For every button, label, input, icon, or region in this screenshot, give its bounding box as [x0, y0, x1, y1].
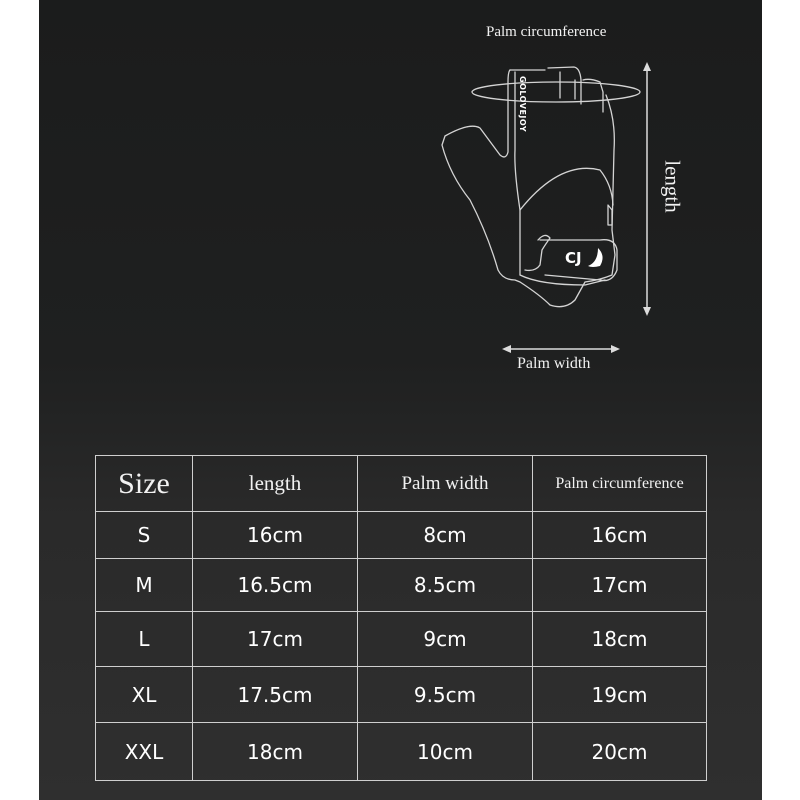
- table-header-row: [96, 456, 707, 512]
- table-row: [96, 723, 707, 781]
- size-cell: S: [96, 512, 193, 559]
- palm-width-cell: 8.5cm: [358, 559, 533, 612]
- length-cell: 17cm: [193, 612, 358, 667]
- palm-circumference-cell: 20cm: [533, 723, 707, 781]
- length-label: length: [660, 160, 685, 213]
- palm-circumference-cell: 18cm: [533, 612, 707, 667]
- palm-circumference-label: Palm circumference: [486, 24, 607, 40]
- circumference-ellipse: [472, 82, 640, 102]
- logo-swoosh-icon: [588, 248, 603, 267]
- palm-width-cell: 9cm: [358, 612, 533, 667]
- table-row: [96, 512, 707, 559]
- length-cell: 18cm: [193, 723, 358, 781]
- palm-width-cell: 8cm: [358, 512, 533, 559]
- size-table: [95, 455, 707, 781]
- length-cell: 16cm: [193, 512, 358, 559]
- header-palm-width: Palm width: [358, 456, 533, 512]
- table-row: [96, 667, 707, 723]
- palm-circumference-cell: 17cm: [533, 559, 707, 612]
- header-palm-circumference: Palm circumference: [533, 456, 707, 512]
- palm-circumference-cell: 16cm: [533, 512, 707, 559]
- palm-width-arrow-icon: [502, 345, 620, 353]
- palm-circumference-cell: 19cm: [533, 667, 707, 723]
- size-cell: L: [96, 612, 193, 667]
- header-size: Size: [96, 456, 193, 512]
- palm-width-cell: 9.5cm: [358, 667, 533, 723]
- brand-text: GOLOVEJOY: [518, 76, 527, 133]
- size-cell: XL: [96, 667, 193, 723]
- palm-width-cell: 10cm: [358, 723, 533, 781]
- palm-width-label: Palm width: [517, 355, 591, 372]
- length-arrow-icon: [643, 62, 651, 316]
- size-cell: M: [96, 559, 193, 612]
- size-cell: XXL: [96, 723, 193, 781]
- header-length: length: [193, 456, 358, 512]
- logo-text: CJ: [565, 249, 582, 267]
- length-cell: 16.5cm: [193, 559, 358, 612]
- length-cell: 17.5cm: [193, 667, 358, 723]
- table-row: [96, 559, 707, 612]
- table-row: [96, 612, 707, 667]
